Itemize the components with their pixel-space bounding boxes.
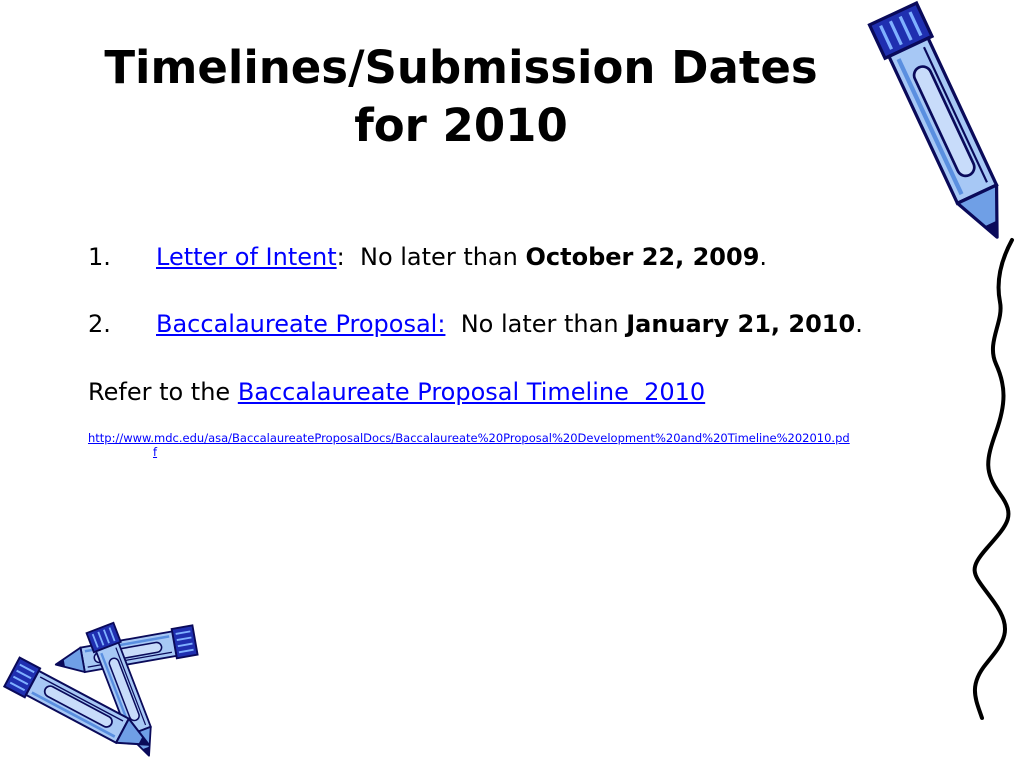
- pencil-icon: [87, 623, 163, 761]
- timeline-url-link-line-2[interactable]: f: [153, 445, 158, 459]
- title-line-2: for 2010: [354, 99, 568, 152]
- title-line-1: Timelines/Submission Dates: [104, 41, 818, 94]
- refer-line: [88, 377, 705, 407]
- pencil-icon: [53, 625, 197, 679]
- crossed-pencils-icon: [4, 623, 197, 761]
- baccalaureate-proposal-link[interactable]: Baccalaureate Proposal:: [156, 310, 446, 338]
- list-number: 1.: [88, 243, 111, 271]
- refer-prefix: Refer to the: [88, 378, 238, 406]
- deadline-label: No later than: [445, 310, 627, 338]
- timeline-url: [88, 431, 850, 459]
- proposal-timeline-link[interactable]: Baccalaureate Proposal Timeline 2010: [237, 378, 706, 406]
- list-item-content: [156, 242, 767, 272]
- list-number: 2.: [88, 310, 111, 338]
- deadline-date: January 21, 2010: [626, 310, 856, 338]
- slide-title: [0, 39, 922, 155]
- period: .: [759, 243, 768, 271]
- wavy-line: [975, 240, 1012, 718]
- timeline-url-link-line-1[interactable]: http://www.mdc.edu/asa/BaccalaureateProposalDocs/Baccalaureate%20Proposal%20Development%20and%20Timeline%202010.pd: [88, 431, 850, 445]
- deadline-date: October 22, 2009: [525, 243, 760, 271]
- list-item-content: [156, 309, 863, 339]
- letter-of-intent-link[interactable]: Letter of Intent: [156, 243, 337, 271]
- period: .: [855, 310, 863, 338]
- pencil-icon: [4, 658, 156, 760]
- deadline-label: : No later than: [336, 243, 526, 271]
